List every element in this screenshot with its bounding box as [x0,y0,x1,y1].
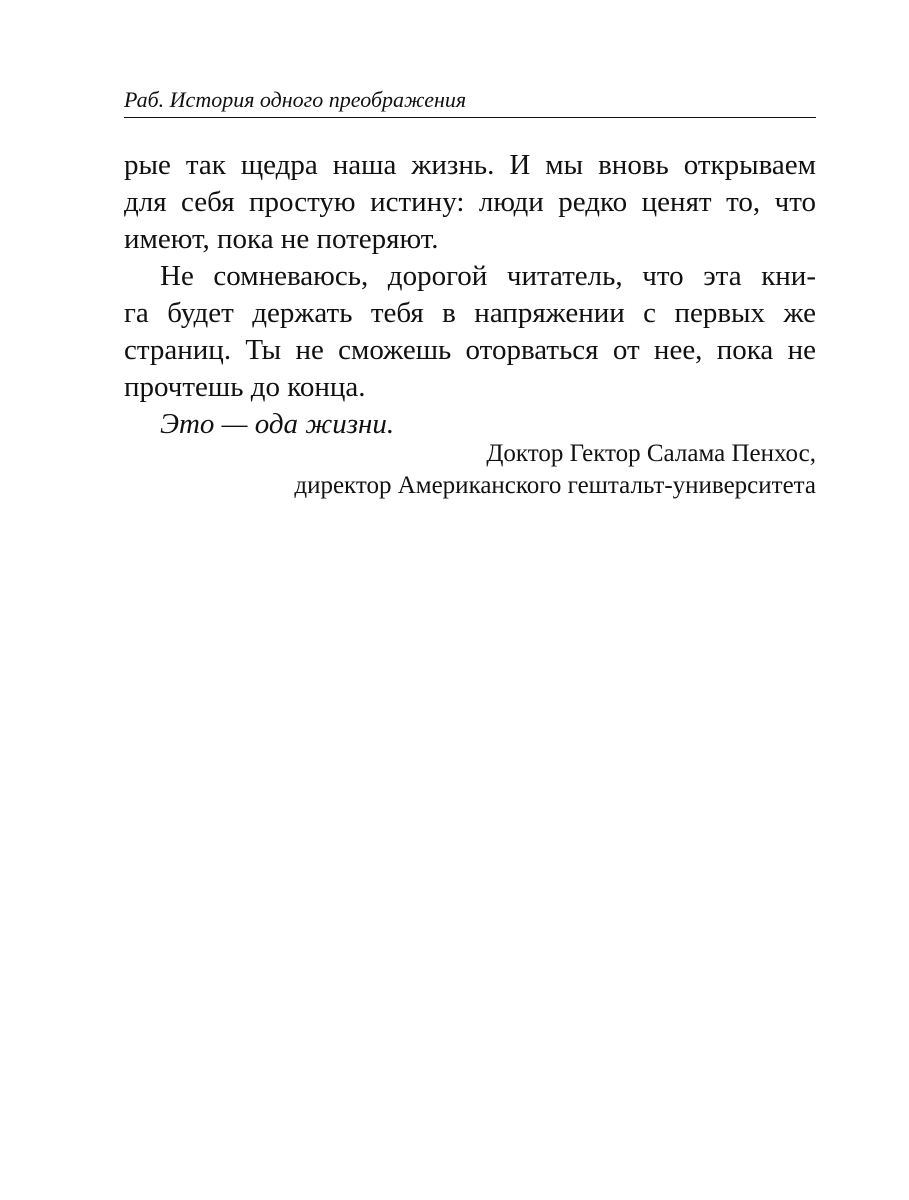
header-rule [124,117,816,118]
text-line: страниц. Ты не сможешь оторваться от нее, пока не [124,334,816,366]
text-line: имеют, пока не потеряют. [124,223,439,255]
text-line: Не сомневаюсь, дорогой читатель, что эта кни- [160,260,816,292]
italic-line: Это — ода жизни. [160,408,395,440]
text-line: рые так щедра наша жизнь. И мы вновь открываем [124,149,816,181]
signature-block [124,438,816,502]
text-line: прочтешь до конца. [124,371,366,403]
running-head: Раб. История одного преображения [124,87,467,112]
text-line: га будет держать тебя в напряжении с первых же [124,297,816,329]
signature-title: директор Американского гештальт-университета [294,472,816,499]
text-line: для себя простую истину: люди редко ценят то, что [124,186,816,218]
signature-name: Доктор Гектор Салама Пенхос, [486,440,816,467]
body-text [124,147,816,443]
